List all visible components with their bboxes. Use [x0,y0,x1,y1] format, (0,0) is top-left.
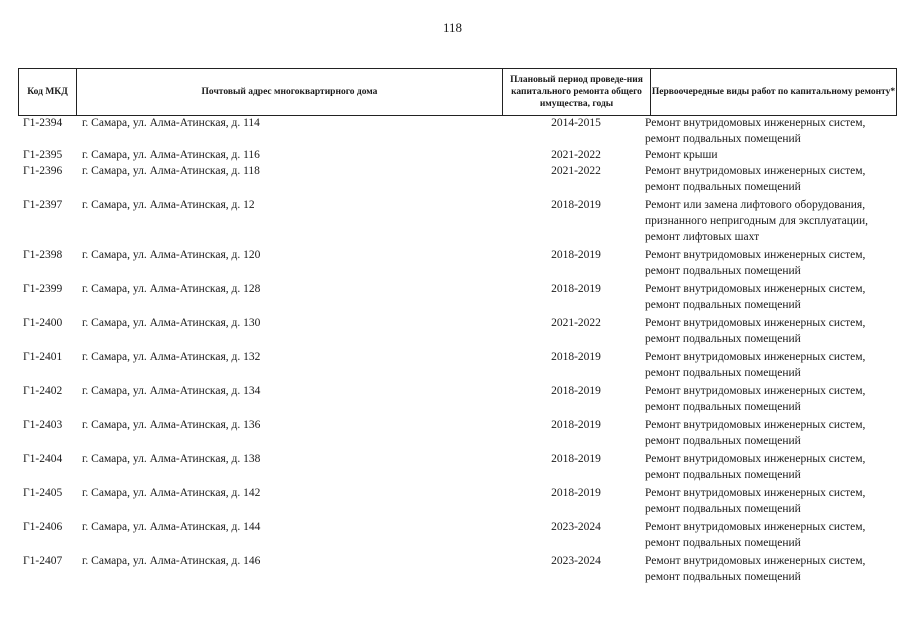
row-address: г. Самара, ул. Алма-Атинская, д. 134 [82,385,261,397]
table-row [18,247,897,281]
row-code: Г1-2400 [23,317,63,329]
row-works: Ремонт внутридомовых инженерных систем, ремонт подвальных помещений [645,555,866,583]
table-row [18,383,897,417]
table-row [18,519,897,553]
row-works: Ремонт внутридомовых инженерных систем, ремонт подвальных помещений [645,165,866,193]
table-row [18,147,897,163]
table-row [18,163,897,197]
row-address: г. Самара, ул. Алма-Атинская, д. 114 [82,117,260,129]
table-row [18,485,897,519]
row-works: Ремонт внутридомовых инженерных систем, ремонт подвальных помещений [645,453,866,481]
row-code: Г1-2402 [23,385,63,397]
row-works: Ремонт внутридомовых инженерных систем, ремонт подвальных помещений [645,385,866,413]
row-works: Ремонт внутридомовых инженерных систем, ремонт подвальных помещений [645,487,866,515]
row-code: Г1-2397 [23,199,63,211]
row-works: Ремонт внутридомовых инженерных систем, ремонт подвальных помещений [645,249,866,277]
table-row [18,417,897,451]
row-address: г. Самара, ул. Алма-Атинская, д. 132 [82,351,261,363]
row-period: 2018-2019 [551,487,601,499]
page-number: 118 [442,20,463,35]
table-header [18,68,897,116]
row-address: г. Самара, ул. Алма-Атинская, д. 128 [82,283,261,295]
row-address: г. Самара, ул. Алма-Атинская, д. 120 [82,249,261,261]
row-period: 2018-2019 [551,249,601,261]
row-code: Г1-2404 [23,453,63,465]
table-row [18,451,897,485]
row-code: Г1-2399 [23,283,63,295]
row-code: Г1-2398 [23,249,63,261]
row-works: Ремонт внутридомовых инженерных систем, ремонт подвальных помещений [645,283,866,311]
row-address: г. Самара, ул. Алма-Атинская, д. 144 [82,521,261,533]
table-row [18,553,897,587]
row-address: г. Самара, ул. Алма-Атинская, д. 12 [82,199,255,211]
header-address: Почтовый адрес многоквартирного дома [77,69,503,115]
row-works: Ремонт внутридомовых инженерных систем, ремонт подвальных помещений [645,351,866,379]
row-period: 2018-2019 [551,385,601,397]
row-address: г. Самара, ул. Алма-Атинская, д. 138 [82,453,261,465]
row-period: 2018-2019 [551,453,601,465]
table-body [18,115,897,587]
row-works: Ремонт внутридомовых инженерных систем, ремонт подвальных помещений [645,521,866,549]
row-code: Г1-2401 [23,351,63,363]
row-period: 2023-2024 [551,521,601,533]
row-period: 2023-2024 [551,555,601,567]
row-period: 2018-2019 [551,419,601,431]
row-period: 2018-2019 [551,351,601,363]
row-address: г. Самара, ул. Алма-Атинская, д. 116 [82,149,260,161]
row-period: 2021-2022 [551,149,601,161]
row-address: г. Самара, ул. Алма-Атинская, д. 118 [82,165,260,177]
row-address: г. Самара, ул. Алма-Атинская, д. 130 [82,317,261,329]
row-period: 2021-2022 [551,317,601,329]
row-period: 2014-2015 [551,117,601,129]
table-row [18,349,897,383]
row-works: Ремонт внутридомовых инженерных систем, ремонт подвальных помещений [645,317,866,345]
row-works: Ремонт внутридомовых инженерных систем, ремонт подвальных помещений [645,117,866,145]
header-code: Код МКД [19,69,77,115]
row-code: Г1-2396 [23,165,63,177]
row-code: Г1-2407 [23,555,63,567]
row-address: г. Самара, ул. Алма-Атинская, д. 142 [82,487,261,499]
row-code: Г1-2394 [23,117,63,129]
row-period: 2018-2019 [551,283,601,295]
row-works: Ремонт или замена лифтового оборудования, признанного непригодным для эксплуатации, ремонт лифтовых шахт [645,199,869,243]
header-works: Первоочередные виды работ по капитальному ремонту* [651,87,896,97]
row-period: 2018-2019 [551,199,601,211]
table-row [18,315,897,349]
row-period: 2021-2022 [551,165,601,177]
row-code: Г1-2403 [23,419,63,431]
table-row [18,115,897,147]
row-code: Г1-2395 [23,149,63,161]
header-period: Плановый период проведе-ния капитального ремонта общего имущества, годы [503,69,651,115]
row-code: Г1-2405 [23,487,63,499]
row-works: Ремонт крыши [645,149,718,161]
row-address: г. Самара, ул. Алма-Атинская, д. 136 [82,419,261,431]
table-row [18,197,897,247]
table-row [18,281,897,315]
row-works: Ремонт внутридомовых инженерных систем, ремонт подвальных помещений [645,419,866,447]
row-code: Г1-2406 [23,521,63,533]
row-address: г. Самара, ул. Алма-Атинская, д. 146 [82,555,261,567]
